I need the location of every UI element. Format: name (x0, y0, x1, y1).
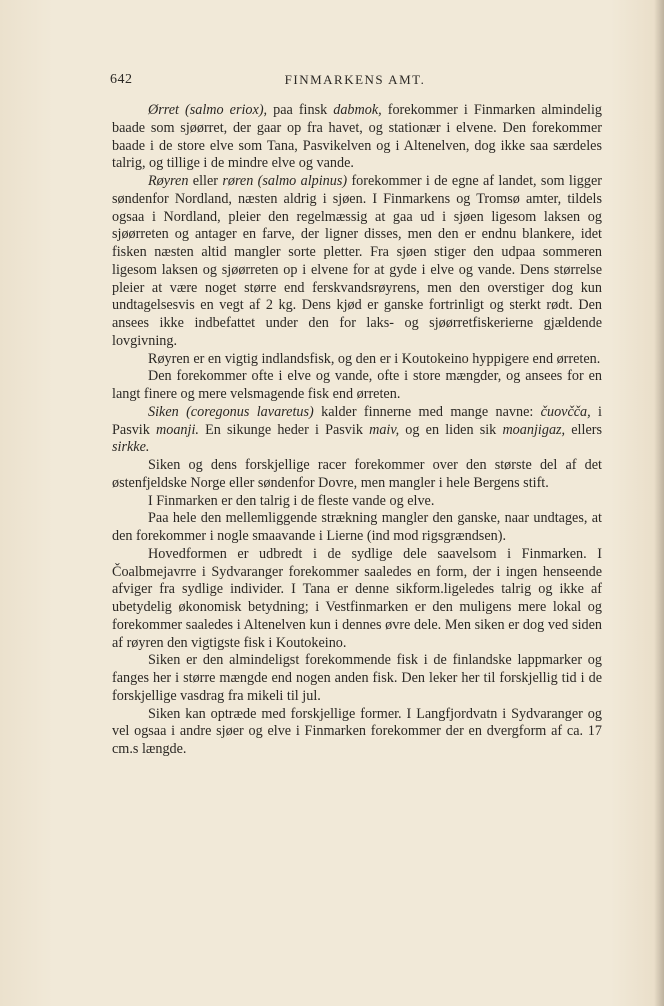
italic-term: røren (salmo alpinus) (222, 173, 348, 189)
text-run: Røyren er en vigtig indlandsfisk, og den er i Koutokeino hyppigere end ørreten. (148, 350, 601, 367)
paragraph-p8 (112, 510, 602, 546)
italic-term: čuovčča, (540, 403, 591, 420)
paragraph-p5 (112, 404, 602, 457)
text-run: i Pasvik (112, 403, 603, 438)
text-run: Den forekommer ofte i elve og vande, ofte i store mængder, og ansees for en langt finere og mere velsmagende fisk end ørreten. (112, 368, 602, 402)
paragraph-p2 (112, 173, 602, 351)
italic-term: maiv, (369, 421, 400, 438)
page-edge-shadow (654, 0, 664, 1006)
paragraph-p10 (112, 652, 602, 705)
paragraph-p1 (112, 102, 602, 173)
page-number: 642 (110, 72, 133, 87)
paragraph-p4 (112, 368, 602, 404)
text-run: Hovedformen er udbredt i de sydlige dele saavelsom i Finmarken. I Čoalbmejavrre i Sydvaranger forekommer saaledes en form, der i ingen henseende afviger fra sydlige individer. I Tana er denne sikform.ligeledes talrig og ikke af ubetydelig økonomisk betydning; i Vestfinmarken er den muligens mere lokal og forekommer saaledes i Altenelven kun i dennes øvre dele. Men siken er dog ved siden af røyren den vigtigste fisk i Koutokeino. (112, 545, 602, 651)
italic-term: dabmok, (333, 102, 382, 118)
text-run: forekommer i Finmarken almindelig baade som sjøørret, der gaar op fra havet, og stationær i elvene. Den forekommer baade i de store elve som Tana, Pasvikelven og i Altenelven, dog ikke saa særdeles talrig, og tillige i de mindre elve og vande. (112, 102, 602, 172)
text-run: Siken kan optræde med forskjellige former. I Langfjordvatn i Sydvaranger og vel ogsaa i andre sjøer og elve i Finmarken forekommer der en dvergform af ca. 17 cm.s længde. (112, 705, 602, 757)
italic-term: sirkke. (112, 439, 150, 456)
italic-term: Ørret (salmo eriox), (148, 102, 268, 118)
paragraph-p3 (112, 351, 602, 369)
text-run: kalder finnerne med mange navne: (313, 403, 541, 420)
text-run: eller (188, 173, 223, 189)
text-run: forekommer i de egne af landet, som ligger søndenfor Nordland, næsten aldrig i sjøen. I Finmarkens og Tromsø amter, tildels ogsaa i Nordland, pleier den regelmæssig at gaa ud i sjøen ligesom laksen og sjøørreten og antager en farve, der ligner disses, men den er endnu blankere, idet fisken næsten altid mangler sorte pletter. Fra sjøen stiger den udpaa sommeren ligesom laksen og sjøørreten op i elvene for at gyde i elve og vande. Dens størrelse pleier at være noget større end ferskvandsrøyrens, men den overstiger dog kun undtagelsesvis en vegt af 2 kg. Dens kjød er ganske fortrinligt og sterkt rødt. Den ansees ikke indbefattet under den for laks- og sjøørretfiskerierne gjældende lovgivning. (112, 173, 602, 349)
paragraph-p6 (112, 457, 602, 493)
text-run: Siken er den almindeligst forekommende fisk i de finlandske lappmarker og fanges her i større mængde end nogen anden fisk. Den leker her til forskjellig tid i de forskjellige vasdrag fra mikeli til jul. (112, 652, 602, 704)
text-run: paa finsk (267, 102, 334, 118)
text-run: I Finmarken er den talrig i de fleste vande og elve. (148, 492, 435, 509)
text-run: ellers (565, 421, 602, 438)
paragraph-p9 (112, 546, 602, 653)
paragraph-p7 (112, 493, 602, 511)
text-run: Paa hele den mellemliggende strækning mangler den ganske, naar undtages, at den forekommer i nogle smaavande i Lierne (ind mod rigsgrændsen). (112, 510, 602, 544)
italic-term: Røyren (148, 173, 189, 189)
italic-term: moanji. (156, 421, 199, 438)
text-run: og en liden sik (399, 421, 503, 438)
text-run: Siken og dens forskjellige racer forekommer over den største del af det østenfjeldske Norge eller søndenfor Dovre, men mangler i hele Bergens stift. (112, 457, 602, 491)
running-head: FINMARKENS AMT. (284, 72, 426, 87)
italic-term: Siken (coregonus lavaretus) (148, 403, 314, 420)
text-run: En sikunge heder i Pasvik (198, 421, 370, 438)
body-text (112, 102, 602, 759)
italic-term: moanjigaz, (502, 421, 566, 438)
paragraph-p11 (112, 706, 602, 759)
page-header (110, 72, 600, 94)
